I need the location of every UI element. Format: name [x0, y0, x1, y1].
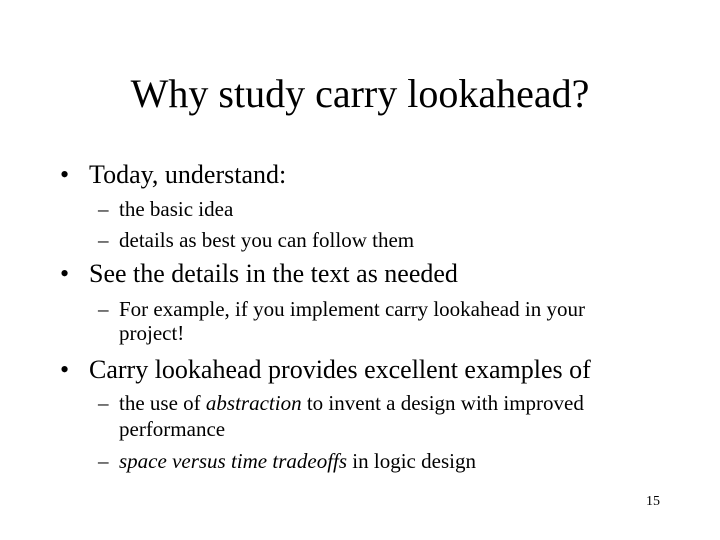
bullet-marker: • [60, 160, 70, 189]
bullet-text: See the details in the text as needed [89, 259, 458, 288]
sub-bullet-text: the basic idea [119, 197, 234, 221]
sub-bullet-text: details as best you can follow them [119, 228, 415, 252]
dash-marker: – [98, 449, 109, 473]
sub-bullet-text [119, 450, 476, 473]
sub-bullet-text [119, 392, 584, 415]
text-run: the use of [119, 391, 206, 415]
page-number: 15 [646, 494, 660, 509]
emphasis-tradeoffs: space versus time tradeoffs [119, 449, 348, 473]
sub-bullet-text: performance [119, 417, 226, 441]
sub-bullet-text: For example, if you implement carry lookahead in your [119, 297, 585, 321]
dash-marker: – [98, 197, 109, 221]
dash-marker: – [98, 391, 109, 415]
text-run: to invent a design with improved [301, 391, 584, 415]
bullet-text: Carry lookahead provides excellent examples of [89, 355, 591, 384]
dash-marker: – [98, 228, 109, 252]
sub-bullet-text: project! [119, 321, 185, 345]
emphasis-abstraction: abstraction [205, 391, 302, 415]
slide-title: Why study carry lookahead? [130, 71, 590, 116]
bullet-text: Today, understand: [89, 160, 287, 189]
bullet-marker: • [60, 259, 70, 288]
text-run: in logic design [347, 449, 476, 473]
bullet-marker: • [60, 355, 70, 384]
dash-marker: – [98, 297, 109, 321]
